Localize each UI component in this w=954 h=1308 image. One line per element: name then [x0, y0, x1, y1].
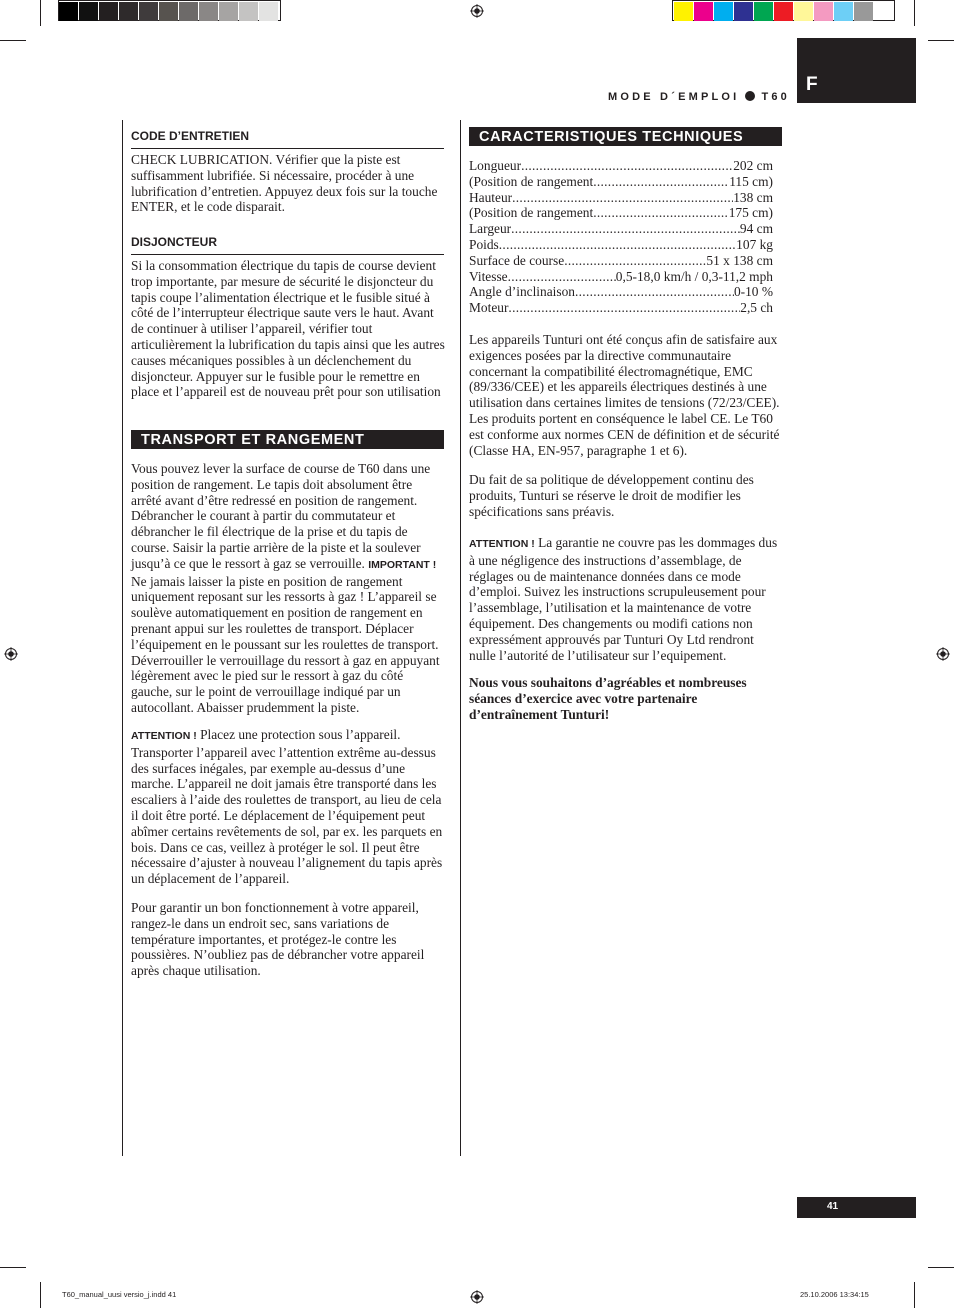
- column-rule-middle: [460, 120, 461, 1156]
- crop-mark: [928, 40, 954, 41]
- breaker-heading: DISJONCTEUR: [131, 235, 218, 249]
- spec-value: 107 kg: [736, 236, 773, 252]
- code-text: CHECK LUBRICATION. Vérifier que la piste est suffisamment lubrifiée. Si nécessaire, procéder à une lubrification d’entretien. Appuyez deux fois sur la touche ENTER, et le code disparait.: [131, 152, 438, 215]
- spec-row: [469, 190, 773, 206]
- crop-mark: [914, 1282, 915, 1308]
- spec-label: Moteur: [469, 300, 509, 316]
- spec-leader: [521, 158, 733, 174]
- process-color-bar: [672, 0, 895, 21]
- transport-text-part1: Vous pouvez lever la surface de course de T60 dans une position de rangement. Le tapis doit absolument être arrêté avant d’être redressé en position de rangement. Débrancher le courant à partir du commutateur et débrancher le fil électrique de la prise et du tapis de course. Saisir la partie arrière de la piste et la soulever jusqu’à ce que le ressort à gaz se verrouille.: [131, 461, 431, 571]
- spec-value: 51 x 138 cm: [706, 252, 773, 268]
- warranty-text: [469, 535, 781, 663]
- transport-text-part2: Ne jamais laisser la piste en position de rangement uniquement reposant sur les ressorts à gaz ! L’appareil se soulève automatiquement en position de rangement en prenant appui sur les roulettes de transport. Déplacer l’équipement en le poussant sur les roulettes de transport. Déverrouiller le verrouillage du ressort à gaz en appuyant légèrement avec le pied sur le ressort à gaz du côté gauche, sur le point de verrouillage indiqué par un autocollant. Abaisser prudemment la piste.: [131, 573, 440, 715]
- color-swatch: [159, 2, 178, 21]
- transport-text: [131, 461, 443, 716]
- spec-leader: [564, 253, 706, 269]
- column-rule-left: [122, 120, 123, 1156]
- running-head: [590, 91, 790, 103]
- color-swatch: [139, 2, 158, 21]
- important-label: IMPORTANT !: [368, 558, 437, 571]
- specs-list: [469, 158, 773, 316]
- spec-value: 138 cm: [733, 189, 773, 205]
- color-swatch: [674, 2, 693, 21]
- spec-label: Vitesse: [469, 268, 508, 284]
- conformity-text: Les appareils Tunturi ont été conçus afin de satisfaire aux exigences posées par la directive communautaire concernant la compatibilité électromagnétique, EMC (89/336/CEE) et les appareils électriques destinés à une utilisation dans certaines limites de tensions (72/23/CEE). Les produits portent en conséquence le label CE. Le T60 est conforme aux normes CEN de définition et de sécurité (Classe HA, EN-957, paragraphe 1 et 6).: [469, 332, 780, 458]
- registration-mark-icon: [4, 647, 18, 661]
- color-swatch: [199, 2, 218, 21]
- spec-row: [469, 205, 773, 221]
- spec-leader: [508, 300, 740, 316]
- crop-mark: [0, 40, 26, 41]
- attention-label: ATTENTION !: [131, 730, 197, 742]
- spec-row: [469, 269, 773, 285]
- crop-mark: [0, 1267, 26, 1268]
- color-swatch: [774, 2, 793, 21]
- spec-row: [469, 174, 773, 190]
- spec-value: 0,5-18,0 km/h / 0,3-11,2 mph: [615, 268, 773, 284]
- color-swatch: [734, 2, 753, 21]
- spec-row: [469, 284, 773, 300]
- color-swatch: [854, 2, 873, 21]
- spec-leader: [575, 284, 734, 300]
- file-slug: T60_manual_uusi versio_j.indd 41: [62, 1290, 177, 1299]
- registration-mark-icon: [936, 647, 950, 661]
- crop-mark: [40, 0, 41, 26]
- spec-value: 115 cm): [729, 173, 773, 189]
- spec-label: Largeur: [469, 221, 512, 237]
- spec-leader: [593, 205, 729, 221]
- specs-heading: CARACTERISTIQUES TECHNIQUES: [469, 127, 782, 146]
- spec-value: 0-10 %: [733, 284, 773, 300]
- color-swatch: [239, 2, 258, 21]
- spec-row: [469, 253, 773, 269]
- manual-title: MODE D´EMPLOI: [608, 91, 740, 103]
- spec-value: 94 cm: [739, 221, 773, 237]
- spec-leader: [508, 269, 616, 285]
- spec-row: [469, 237, 773, 253]
- timestamp-slug: 25.10.2006 13:34:15: [800, 1290, 869, 1299]
- color-swatch: [814, 2, 833, 21]
- color-swatch: [79, 2, 98, 21]
- spec-row: [469, 300, 773, 316]
- spec-label: Longueur: [469, 158, 522, 173]
- code-heading: CODE D’ENTRETIEN: [131, 129, 250, 143]
- spec-row: [469, 158, 773, 174]
- color-swatch: [219, 2, 238, 21]
- spec-label: (Position de rangement: [469, 205, 594, 221]
- heading-rule: [131, 254, 444, 255]
- spec-label: Hauteur: [469, 189, 513, 205]
- transport-heading: TRANSPORT ET RANGEMENT: [131, 430, 444, 449]
- color-swatch: [179, 2, 198, 21]
- crop-mark: [928, 1267, 954, 1268]
- color-swatch: [694, 2, 713, 21]
- color-swatch: [259, 2, 278, 21]
- breaker-text: Si la consommation électrique du tapis de course devient trop importante, par mesure de sécurité le disjoncteur du tapis coupe l’alimentation électrique et le fusible situé à côté de l’interrupteur électrique saute vers le haut. Avant de continuer à utiliser l’appareil, vérifier tout articulièrement la lubrification du tapis ainsi que les autres causes mécaniques possibles à un déclenchement du disjoncteur. Appuyer sur le fusible pour le remettre en place et l’appareil est de nouveau prêt pour son utilisation: [131, 258, 445, 400]
- language-tab: F: [797, 38, 916, 103]
- color-swatch: [794, 2, 813, 21]
- attention-text: Placez une protection sous l’appareil. Transporter l’appareil avec l’attention extrême au-dessus des surfaces inégales, par exemple au-dessus d’une marche. L’appareil ne doit jamais être transporté dans les escaliers à l’aide des roulettes de transport, au lieu de cela il doit être porté. Le déplacement de l’équipement peut abîmer certains revêtements de sol, par ex. les parquets en bois. Dans ce cas, veillez à protéger le sol. Il peut être nécessaire d’ajuster à nouveau l’alignement du tapis après un déplacement de l’appareil.: [131, 727, 443, 887]
- spec-value: 175 cm): [728, 205, 773, 221]
- spec-label: Surface de course: [469, 252, 565, 268]
- gray-scale-bar: [58, 0, 281, 21]
- warranty-body: La garantie ne couvre pas les dommages dus à une négligence des instructions d’assemblage, de réglages ou de maintenance données dans ce mode d’emploi. Suivez les instructions scrupuleusement pour l’assemblage, l’utilisation et la maintenance de votre équipement. Des changements ou modifi cations non expressément approuvés par Tunturi Oy Ltd rendront nulle l’autorité de l’utilisateur sur l’equipement.: [469, 535, 778, 663]
- attention-label: ATTENTION !: [469, 538, 535, 550]
- crop-mark: [40, 1282, 41, 1308]
- spec-leader: [499, 237, 736, 253]
- transport-attention: [131, 727, 443, 887]
- spec-value: 2,5 ch: [740, 300, 773, 316]
- storage-text: Pour garantir un bon fonctionnement à votre appareil, rangez-le dans un endroit sec, sans variations de température importantes, et protégez-le contre les poussières. N’oubliez pas de débrancher votre appareil après chaque utilisation.: [131, 900, 425, 979]
- bullet-icon: [745, 91, 755, 101]
- closing-text: Nous vous souhaitons d’agréables et nombreuses séances d’exercice avec votre partenaire d’entraînement Tunturi!: [469, 675, 747, 722]
- registration-mark-icon: [470, 4, 484, 18]
- spec-label: Angle d’inclinaison: [469, 284, 575, 300]
- model-name: T60: [761, 91, 790, 103]
- color-swatch: [834, 2, 853, 21]
- heading-rule: [131, 148, 444, 149]
- spec-leader: [593, 174, 729, 190]
- registration-mark-icon: [470, 1290, 484, 1304]
- page-number: 41: [797, 1197, 916, 1218]
- spec-value: 202 cm: [733, 158, 773, 173]
- crop-mark: [914, 0, 915, 26]
- spec-row: [469, 221, 773, 237]
- spec-label: Poids: [469, 236, 499, 252]
- color-swatch: [714, 2, 733, 21]
- spec-leader: [512, 190, 733, 206]
- spec-leader: [511, 221, 740, 237]
- color-swatch: [99, 2, 118, 21]
- color-swatch: [119, 2, 138, 21]
- color-swatch: [59, 2, 78, 21]
- spec-label: (Position de rangement: [469, 173, 594, 189]
- policy-text: Du fait de sa politique de développement continu des produits, Tunturi se réserve le droit de modifier les spécifications sans préavis.: [469, 472, 754, 519]
- color-swatch: [754, 2, 773, 21]
